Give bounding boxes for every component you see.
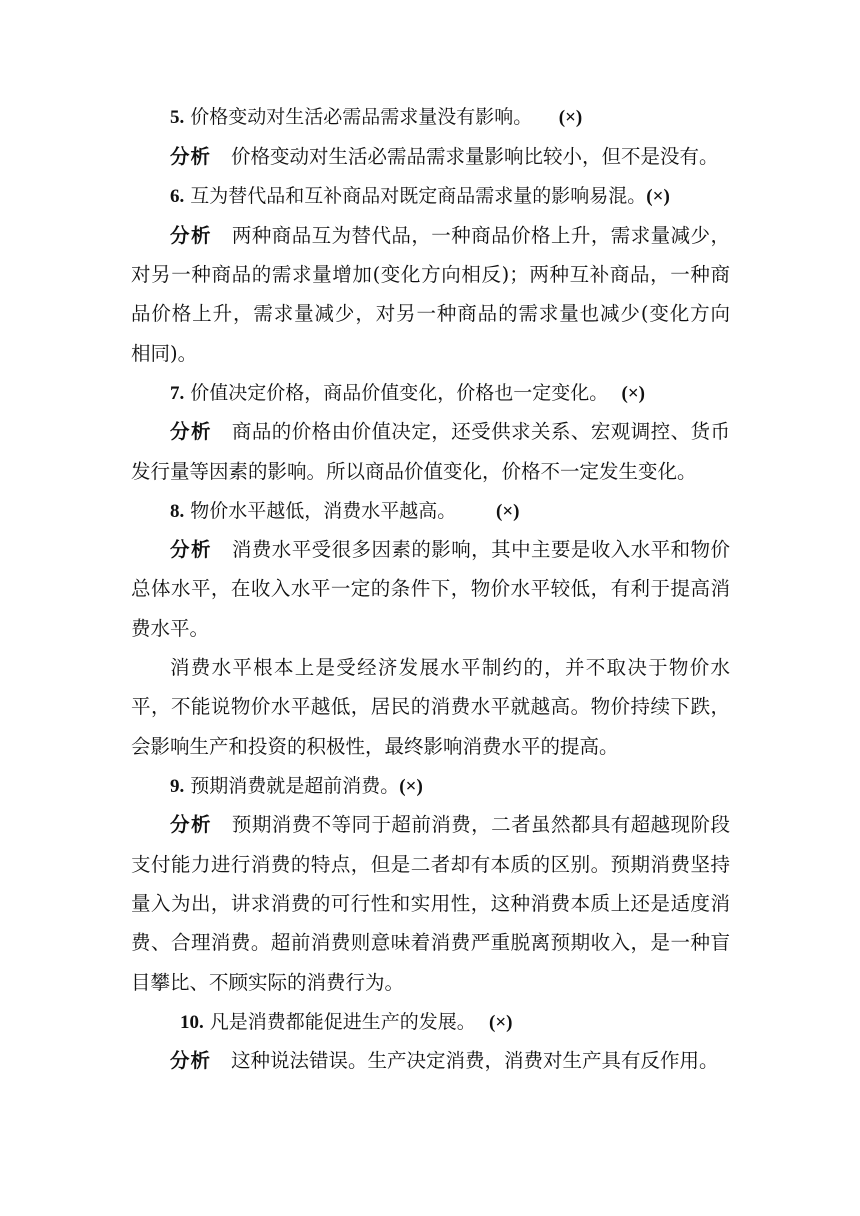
analysis-8-extra-1: 消费水平根本上是受经济发展水平制约的，并不取决于物价水: [170, 656, 730, 679]
analysis-7-line-2: 发行量等因素的影响。所以商品价值变化，价格不一定发生变化。: [131, 460, 697, 483]
analysis-9-line-2: 支付能力进行消费的特点，但是二者却有本质的区别。预期消费坚持: [131, 853, 730, 876]
analysis-10-line-1: [170, 1041, 860, 1081]
analysis-label: 分析: [170, 538, 212, 561]
analysis-text: 预期消费不等同于超前消费，二者虽然都具有超越现阶段: [231, 813, 730, 836]
question-5: [170, 97, 860, 137]
question-7: [170, 373, 860, 413]
answer-mark: (×): [621, 383, 646, 404]
question-text: 价值决定价格，商品价值变化，价格也一定变化。: [184, 382, 609, 404]
question-number: 10.: [180, 1012, 204, 1033]
question-8: [170, 491, 860, 531]
answer-mark: (×): [558, 107, 583, 128]
analysis-text: 商品的价格由价值决定，还受供求关系、宏观调控、货币: [231, 420, 730, 443]
analysis-9-line-3: 量入为出，讲求消费的可行性和实用性，这种消费本质上还是适度消: [131, 892, 730, 915]
answer-mark: (×): [496, 501, 520, 522]
analysis-8-line-2: 总体水平，在收入水平一定的条件下，物价水平较低，有利于提高消: [131, 577, 730, 600]
question-number: 7.: [170, 383, 185, 404]
analysis-text: 消费水平受很多因素的影响，其中主要是收入水平和物价: [231, 538, 730, 561]
analysis-8-extra-2: 平，不能说物价水平越低，居民的消费水平就越高。物价持续下跌，: [131, 695, 730, 718]
analysis-8-line-1: [170, 530, 730, 570]
answer-mark: (×): [489, 1012, 513, 1033]
analysis-6-line-3: 品价格上升，需求量减少，对另一种商品的需求量也减少(变化方向: [131, 302, 730, 325]
answer-mark: (×): [646, 186, 670, 207]
question-text: 价格变动对生活必需品需求量没有影响。: [184, 106, 533, 128]
analysis-8-extra-3: 会影响生产和投资的积极性，最终影响消费水平的提高。: [131, 735, 619, 758]
analysis-text: 这种说法错误。生产决定消费，消费对生产具有反作用。: [231, 1049, 719, 1072]
analysis-5-line-1: [170, 137, 860, 177]
analysis-6-line-1: [170, 216, 730, 256]
answer-mark: (×): [399, 776, 423, 797]
question-9: [170, 766, 860, 806]
question-number: 9.: [170, 776, 185, 797]
analysis-9-line-5: 目攀比、不顾实际的消费行为。: [131, 971, 405, 994]
question-text: 预期消费就是超前消费。: [184, 775, 400, 797]
analysis-8-line-3: 费水平。: [131, 617, 210, 640]
question-6: [170, 176, 860, 216]
question-number: 8.: [170, 501, 185, 522]
analysis-9-line-1: [170, 805, 730, 845]
analysis-7-line-1: [170, 412, 730, 452]
analysis-6-line-4: 相同)。: [131, 342, 198, 365]
analysis-6-line-2: 对另一种商品的需求量增加(变化方向相反)；两种互补商品，一种商: [131, 263, 730, 286]
analysis-label: 分析: [170, 224, 212, 247]
question-number: 6.: [170, 186, 185, 207]
question-text: 凡是消费都能促进生产的发展。: [203, 1011, 476, 1033]
analysis-label: 分析: [170, 813, 212, 836]
question-text: 互为替代品和互补商品对既定商品需求量的影响易混。: [184, 185, 647, 207]
analysis-9-line-4: 费、合理消费。超前消费则意味着消费严重脱离预期收入，是一种盲: [131, 931, 730, 954]
analysis-text: 两种商品互为替代品，一种商品价格上升，需求量减少，: [231, 224, 730, 247]
analysis-text: 价格变动对生活必需品需求量影响比较小，但不是没有。: [231, 145, 719, 168]
analysis-label: 分析: [170, 420, 212, 443]
analysis-label: 分析: [170, 1049, 212, 1072]
question-10: [180, 1002, 860, 1042]
analysis-label: 分析: [170, 145, 212, 168]
question-text: 物价水平越低，消费水平越高。: [184, 500, 457, 522]
question-number: 5.: [170, 107, 185, 128]
